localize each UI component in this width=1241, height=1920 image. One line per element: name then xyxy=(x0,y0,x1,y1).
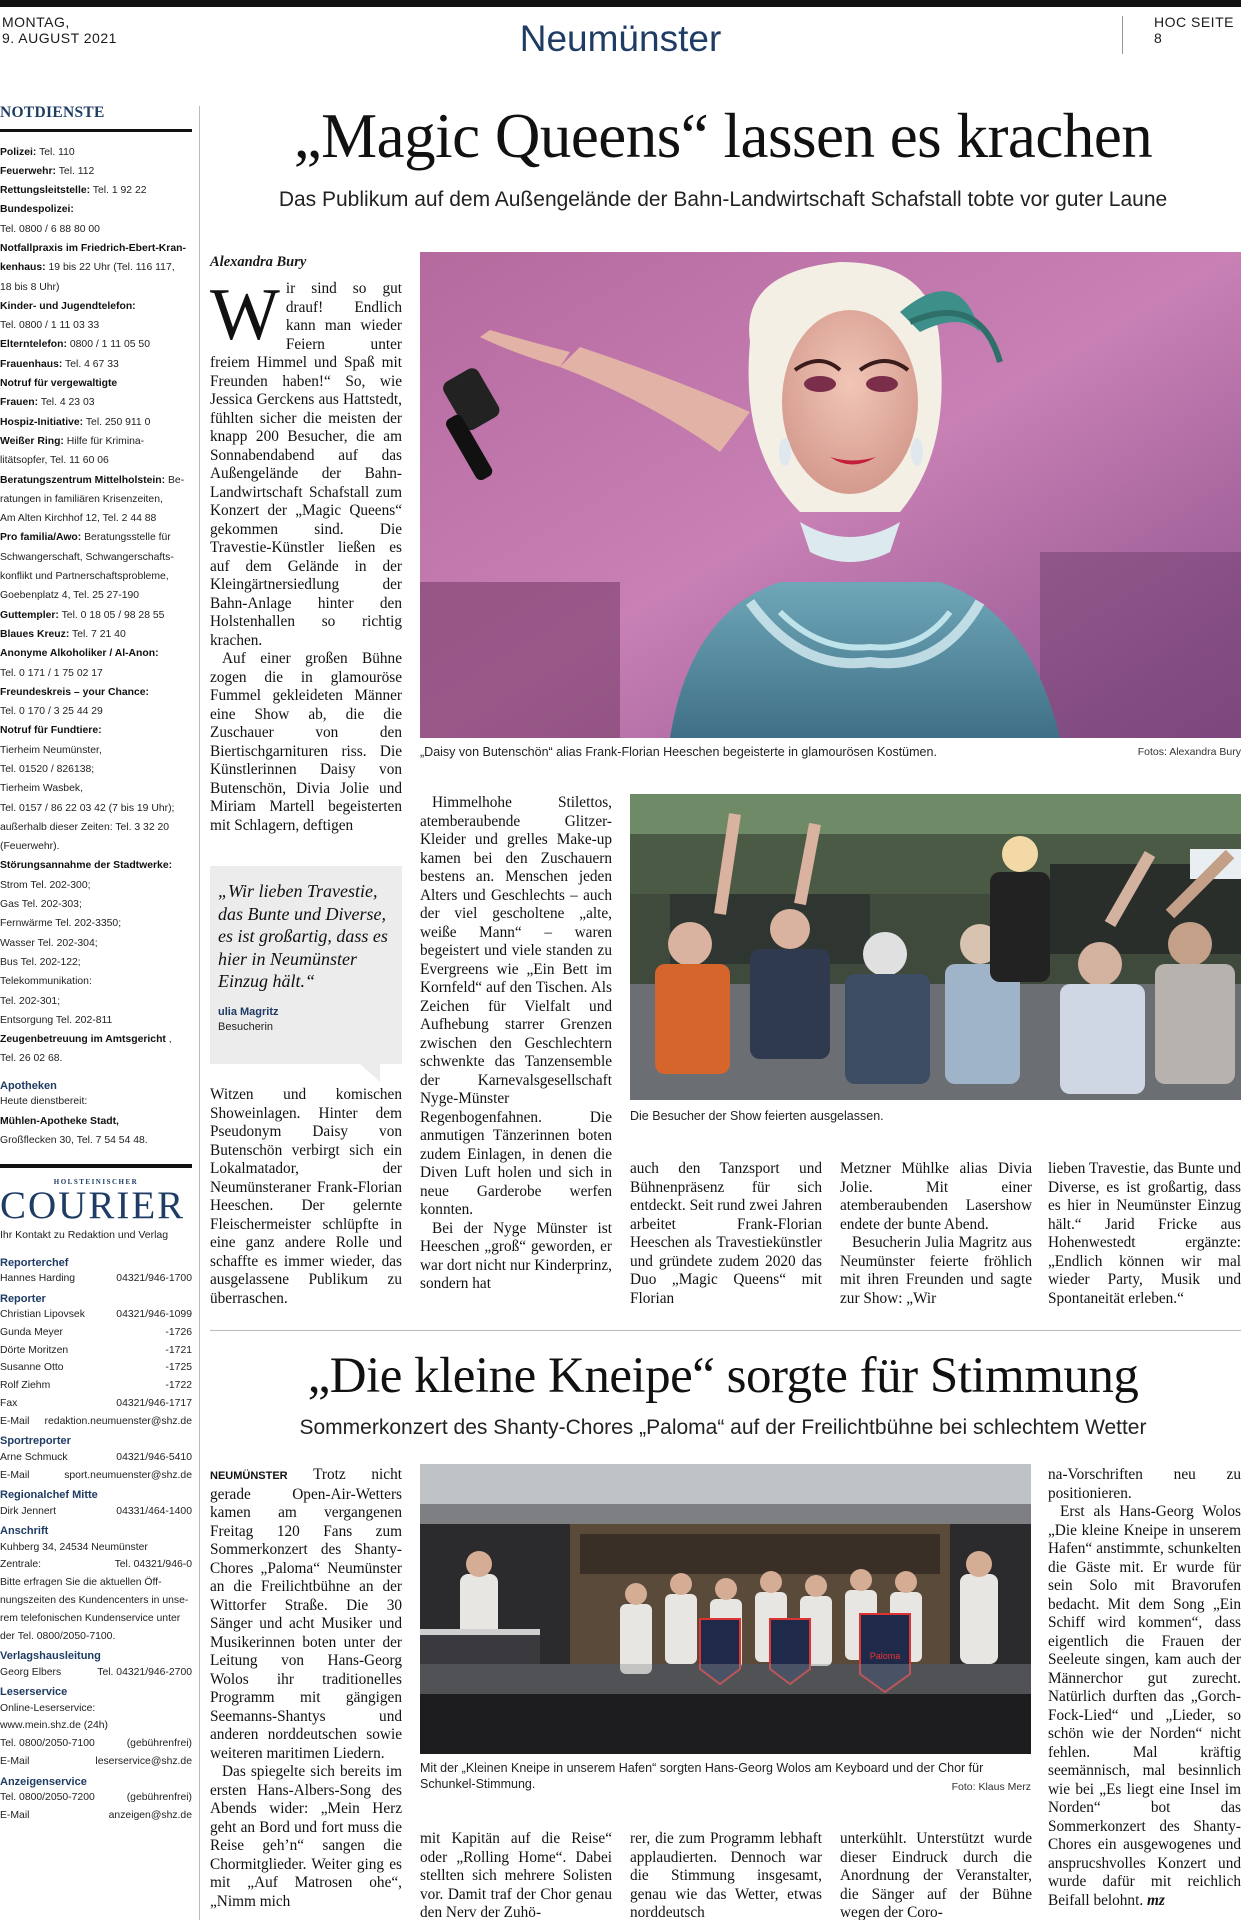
article2-col1 xyxy=(210,1466,402,1920)
contact-line: rem telefonischen Kundenservice unter xyxy=(0,1612,181,1624)
photo3-credit: Foto: Klaus Merz xyxy=(951,1781,1031,1793)
top-rule xyxy=(0,0,1241,7)
contact-value: -1722 xyxy=(165,1380,192,1392)
article2-col3-text: rer, die zum Programm lebhaft applaudierten. Dennoch war die Stimmung insgesamt, genau wie das Wetter, etwas norddeutsch xyxy=(630,1830,822,1920)
contact-section-title: Anschrift xyxy=(0,1525,49,1538)
sidebar-title: NOTDIENSTE xyxy=(0,106,192,132)
emergency-entry: Tel. 202-301; xyxy=(0,995,61,1007)
contact-label: Arne Schmuck xyxy=(0,1451,68,1463)
emergency-entry: Strom Tel. 202-300; xyxy=(0,879,91,891)
photo1-credit: Fotos: Alexandra Bury xyxy=(1137,746,1241,758)
emergency-entry: Gas Tel. 202-303; xyxy=(0,899,82,911)
emergency-entry: Tel. 0 170 / 3 25 44 29 xyxy=(0,706,103,718)
emergency-entry: Hospiz-Initiative: Tel. 250 911 0 xyxy=(0,416,151,428)
audience-photo-image xyxy=(630,794,1241,1100)
contact-label: E-Mail xyxy=(0,1756,30,1767)
contact-row xyxy=(0,1361,192,1375)
emergency-entry: Entsorgung Tel. 202-811 xyxy=(0,1014,113,1026)
date-weekday: MONTAG, xyxy=(2,14,70,30)
contact-line: Bitte erfragen Sie die aktuellen Öff- xyxy=(0,1577,162,1589)
article2-col5-p1: na-Vorschriften neu zu positionieren. xyxy=(1048,1466,1241,1502)
header-divider xyxy=(1122,16,1123,54)
article1-col3-text: auch den Tanzsport und Bühnenpräsenz für sich entdeckt. Seit rund zwei Jahren arbeitet Frank-Florian Heeschen als Travestiekünstler und gründete zudem 2020 das Duo „Magic Queens“ mit Florian xyxy=(630,1160,822,1306)
contact-section-title: Verlagshausleitung xyxy=(0,1650,101,1663)
emergency-entry: außerhalb dieser Zeiten: Tel. 3 32 20 xyxy=(0,821,170,833)
courier-kicker: HOLSTEINISCHER xyxy=(53,1177,139,1186)
contact-line: nungszeiten des Kundencenters in unse- xyxy=(0,1595,189,1607)
contact-row xyxy=(0,1415,192,1429)
emergency-entry: Guttempler: Tel. 0 18 05 / 98 28 55 xyxy=(0,609,165,621)
article1-col3 xyxy=(630,1160,822,1306)
contact-row xyxy=(0,1451,192,1465)
contact-row xyxy=(0,1344,192,1358)
contact-row xyxy=(0,1666,192,1680)
contact-label: Tel. 0800/2050-7200 xyxy=(0,1792,95,1803)
contact-label: Dörte Moritzen xyxy=(0,1344,69,1356)
emergency-entry: 18 bis 8 Uhr) xyxy=(0,281,60,293)
contact-value: 04331/464-1400 xyxy=(116,1505,192,1517)
emergency-entry: Tierheim Wasbek, xyxy=(0,783,83,795)
contact-line: Kuhberg 34, 24534 Neumünster xyxy=(0,1541,148,1553)
emergency-entry: Wasser Tel. 202-304; xyxy=(0,937,98,949)
contact-value: Tel. 04321/946-2700 xyxy=(97,1666,192,1678)
photo1-caption: „Daisy von Butenschön“ alias Frank-Florian Heeschen begeisterte in glamourösen Kostümen. xyxy=(420,745,937,759)
emergency-entry: Elterntelefon: 0800 / 1 11 05 50 xyxy=(0,339,150,351)
article1-col1-p1: ir sind so gut drauf! Endlich kann man wieder Feiern unter freiem Himmel und Spaß mit Freunden haben!“ So, wie Jessica Gerckens aus Hattstedt, fühlten sicher die meisten der knapp 200 Besucher, die am Sonnabendabend auf das Außengelände der Bahn-Landwirtschaft Schafstall zum Konzert der „Magic Queens“ gekommen sind. Die Travestie-Künstler ließen es auf dem Gelände in der Kleingärtnersiedlung der Bahn-Anlage hinter den Holstenhallen so richtig krachen. xyxy=(210,280,402,649)
contact-value: -1721 xyxy=(165,1344,192,1356)
emergency-entry: Frauen: Tel. 4 23 03 xyxy=(0,397,95,409)
contact-label: Georg Elbers xyxy=(0,1666,62,1678)
emergency-entry: Störungsannahme der Stadtwerke: xyxy=(0,860,173,872)
pull-quote-text: „Wir lieben Travestie, das Bunte und Diverse, es ist großartig, dass es hier in Neumünster Einzug hält.“ xyxy=(218,881,388,991)
article1-col5 xyxy=(1048,1160,1241,1306)
emergency-entry: Goebenplatz 4, Tel. 25 27-190 xyxy=(0,590,140,602)
contact-row xyxy=(0,1379,192,1393)
author-initials: mz xyxy=(1147,1891,1165,1909)
contact-row xyxy=(0,1558,192,1572)
courier-logo: COURIER xyxy=(0,1184,186,1228)
contact-label: Dirk Jennert xyxy=(0,1505,57,1517)
emergency-entry: litätsopfer, Tel. 11 60 06 xyxy=(0,455,109,467)
contact-label: Rolf Ziehm xyxy=(0,1380,51,1392)
emergency-entry: Tierheim Neumünster, xyxy=(0,744,102,756)
contact-value: 04321/946-5410 xyxy=(116,1451,192,1463)
emergency-entry: kenhaus: 19 bis 22 Uhr (Tel. 116 117, xyxy=(0,262,175,274)
performer-photo-image xyxy=(420,252,1241,738)
contact-line: Online-Leserservice: xyxy=(0,1702,96,1714)
article2-subhead: Sommerkonzert des Shanty-Chores „Paloma“ auf der Freilichtbühne bei schlechtem Wetter xyxy=(299,1416,1147,1439)
contact-row xyxy=(0,1791,192,1805)
emergency-entry: ratungen in familiären Krisenzeiten, xyxy=(0,493,163,505)
article-divider xyxy=(210,1330,1241,1331)
emergency-entry: konflikt und Partnerschaftsprobleme, xyxy=(0,571,169,583)
article2-col1-p2: Das spiegelte sich bereits im ersten Hans-Albers-Song des Abends wider: „Mein Herz geht an Bord und fort muss die Reise geh’n“ sangen die Chormitglieder. Weiter ging es mit „Auf Matrosen ohe“, „Nimm mich xyxy=(210,1763,402,1910)
page-number: HOC SEITE 8 xyxy=(1154,14,1234,46)
article1-headline: „Magic Queens“ lassen es krachen xyxy=(293,101,1153,171)
emergency-entry: Tel. 0 171 / 1 75 02 17 xyxy=(0,667,103,679)
emergency-entry: Tel. 01520 / 826138; xyxy=(0,764,95,775)
courier-box xyxy=(0,1164,192,1823)
contact-value: anzeigen@shz.de xyxy=(108,1809,192,1821)
emergency-entry: Notruf für Fundtiere: xyxy=(0,725,102,737)
photo2-caption: Die Besucher der Show feierten ausgelassen. xyxy=(630,1109,884,1123)
article1-col1-p2: Auf einer großen Bühne zogen die in glamouröse Fummel gekleideten Männer eine Show ab, die die Zuschauer von den Biertischgarnituren riss. Die Künstlerinnen Daisy von Butenschön, Divia Jolie und Miriam Martell begeisterten mit Schlagern, deftigen xyxy=(210,650,402,834)
article2-col1-p1: Trotz nicht gerade Open-Air-Wetters kamen am vergangenen Freitag 120 Fans zum Sommerkonzert des Shanty-Chores „Paloma“ Neumünster an die Freilichtbühne an der Wittorfer Straße. Die 30 Sänger und acht Musiker und Musikerinnen boten unter der Leitung von Hans-Georg Wolos ihr traditionelles Programm mit gängigen Seemanns-Shantys und anderen norddeutschen sowie weiteren maritimen Liedern. xyxy=(210,1466,402,1762)
emergency-entry: Tel. 26 02 68. xyxy=(0,1053,63,1065)
article1-subhead: Das Publikum auf dem Außengelände der Bahn-Landwirtschaft Schafstall tobte vor guter Laune xyxy=(278,188,1168,211)
emergency-entry: Feuerwehr: Tel. 112 xyxy=(0,165,95,177)
section-title: Neumünster xyxy=(519,18,722,59)
article1-col4 xyxy=(840,1160,1032,1306)
contact-label: E-Mail xyxy=(0,1469,30,1481)
contact-row xyxy=(0,1755,192,1769)
contact-value: 04321/946-1700 xyxy=(116,1273,192,1285)
contact-list xyxy=(0,1257,192,1823)
contact-section-title: Reporterchef xyxy=(0,1256,69,1269)
contact-section-title: Sportreporter xyxy=(0,1435,71,1448)
article2-col2 xyxy=(420,1830,612,1920)
article2-col4-text: unterkühlt. Unterstützt wurde dieser Eindruck durch die Anordnung der Veranstalter, die Sänger auf der Bühne wegen der Coro- xyxy=(840,1830,1032,1920)
article1-col2 xyxy=(420,794,612,1304)
contact-line: www.mein.shz.de (24h) xyxy=(0,1720,108,1732)
emergency-entry: Tel. 0800 / 6 88 80 00 xyxy=(0,223,100,235)
contact-row xyxy=(0,1505,192,1519)
emergency-entry: Tel. 0157 / 86 22 03 42 (7 bis 19 Uhr); xyxy=(0,802,175,814)
contact-value: -1725 xyxy=(165,1362,192,1374)
emergency-entry: Weißer Ring: Hilfe für Krimina- xyxy=(0,435,145,447)
contact-line: der Tel. 0800/2050-7100. xyxy=(0,1630,116,1642)
article1-col1-bottom-text: Witzen und komischen Showeinlagen. Hinter dem Pseudonym Daisy von Butenschön verbirgt sich ein Lokalmatador, der Neumünsteraner Frank-Florian Heeschen. Der gelernte Fleischermeister schlüpfte in eine ganz andere Rolle und schaffte es immer wieder, das ausgelassene Publikum zu überraschen. xyxy=(210,1086,402,1306)
contact-value: sport.neumuenster@shz.de xyxy=(64,1469,192,1481)
article1-col2-p1: Himmelhohe Stilettos, atemberaubende Glitzer-Kleider und grelles Make-up kamen bei den Zuschauern bestens an. Menschen jeden Alters und Geschlechts – auch der viel gescholtene „alte, weiße Mann“ – waren begeistert und viele standen zu Evergreens wie „Ein Bett im Kornfeld“ auf den Tischen. Als Zeichen für Vielfalt und Aufhebung starrer Grenzen zwischen den Geschlechtern schwenkte das Tanzensemble der Karnevalsgesellschaft Nyge-Münster Regenbogenfahnen. Die anmutigen Tänzerinnen boten zudem Einlagen, in denen die Diven Luft holen und sich in neue Garderobe werfen konnten. xyxy=(420,794,612,1218)
contact-section-title: Reporter xyxy=(0,1292,46,1305)
emergency-entry: Schwangerschaft, Schwangerschafts- xyxy=(0,551,174,563)
article2-col3 xyxy=(630,1830,822,1920)
article2-col2-text: mit Kapitän auf die Reise“ oder „Rolling Home“. Dabei stellten sich mehrere Solisten vor. Damit traf der Chor genau den Nerv der Zuhö- xyxy=(420,1830,612,1920)
contact-value: 04321/946-1099 xyxy=(116,1309,192,1321)
contact-label: E-Mail xyxy=(0,1809,30,1821)
article1-byline: Alexandra Bury xyxy=(210,254,307,270)
emergency-list xyxy=(0,146,192,1066)
flag-label: Paloma xyxy=(869,1651,901,1661)
contact-value: leserservice@shz.de xyxy=(95,1756,192,1767)
contact-section-title: Leserservice xyxy=(0,1686,68,1699)
drop-cap: W xyxy=(210,280,280,356)
contact-value: 04321/946-1717 xyxy=(116,1398,192,1410)
contact-label: Zentrale: xyxy=(0,1559,42,1571)
emergency-entry: Notruf für vergewaltigte xyxy=(0,378,118,390)
emergency-entry: Telekommunikation: xyxy=(0,976,92,988)
emergency-entry: Frauenhaus: Tel. 4 67 33 xyxy=(0,358,119,370)
emergency-entry: Bundespolizei: xyxy=(0,204,74,216)
sidebar-divider xyxy=(199,106,200,1920)
article2-headline: „Die kleine Kneipe“ sorgte für Stimmung xyxy=(307,1348,1139,1404)
article1-col4-p1: Metzner Mühlke alias Divia Jolie. Mit einer atemberaubenden Lasershow endete der bunte Abend. xyxy=(840,1160,1032,1233)
pharmacy-entry: Mühlen-Apotheke Stadt, xyxy=(0,1115,119,1127)
article1-col1 xyxy=(210,280,402,852)
pull-quote-tail xyxy=(360,1064,380,1082)
contact-value: -1726 xyxy=(165,1326,192,1338)
contact-section-title: Anzeigenservice xyxy=(0,1775,87,1788)
pharmacy-list xyxy=(0,1095,192,1147)
contact-label: Hannes Harding xyxy=(0,1273,76,1285)
contact-value: redaktion.neumuenster@shz.de xyxy=(44,1415,192,1427)
pull-quote-role: Besucherin xyxy=(218,1021,274,1033)
contact-row xyxy=(0,1326,192,1340)
contact-row xyxy=(0,1809,192,1823)
pharmacy-entry: Heute dienstbereit: xyxy=(0,1096,88,1108)
emergency-entry: Rettungsleitstelle: Tel. 1 92 22 xyxy=(0,185,147,197)
sidebar xyxy=(0,106,192,1827)
emergency-entry: (Feuerwehr). xyxy=(0,841,60,853)
article2-col5-p2: Erst als Hans-Georg Wolos „Die kleine Kneipe in unserem Hafen“ anstimmte, schunkelten die Gäste mit. Er wurde für sein Solo mit Bravorufen bedacht. Mit dem Song „Ein Schiff wird kommen“, dass eigentlich die Frauen der Seeleute singen, kam auch der Männerchor gut zurecht. Natürlich durften das „Gorch-Fock-Lied“ und „Lieder, so schön wie der Norden“ nicht fehlen. Mal kräftig seemännisch, mal besinnlich wie bei „Es liegt eine Insel im Norden“ bot das Sommerkonzert des Shanty-Chores ein ausgewogenes und ansprucshvolles Konzert und wurde dafür mit reichlich Beifall belohnt. xyxy=(1048,1503,1241,1909)
contact-label: Susanne Otto xyxy=(0,1362,64,1374)
emergency-entry: Tel. 0800 / 1 11 03 33 xyxy=(0,320,100,332)
emergency-entry: Notfallpraxis im Friedrich-Ebert-Kran- xyxy=(0,242,186,254)
emergency-entry: Polizei: Tel. 110 xyxy=(0,146,75,158)
emergency-entry: Pro familia/Awo: Beratungsstelle für xyxy=(0,532,171,544)
emergency-entry: Freundeskreis – your Chance: xyxy=(0,686,149,698)
photo3-caption: Mit der „Kleinen Kneipe in unserem Hafen“ sorgten Hans-Georg Wolos am Keyboard und der Chor für Schunkel-Stimmung. xyxy=(420,1761,984,1791)
article2-col5 xyxy=(1048,1466,1241,1920)
contact-label: Fax xyxy=(0,1398,18,1410)
contact-label: Tel. 0800/2050-7100 xyxy=(0,1738,95,1750)
contact-label: Gunda Meyer xyxy=(0,1326,63,1338)
choir-photo xyxy=(420,1464,1031,1754)
contact-row xyxy=(0,1308,192,1322)
article2-dateline: NEUMÜNSTER xyxy=(210,1470,288,1482)
audience-photo xyxy=(630,794,1241,1100)
emergency-entry: Zeugenbetreuung im Amtsgericht , xyxy=(0,1034,172,1046)
emergency-entry: Am Alten Kirchhof 12, Tel. 2 44 88 xyxy=(0,513,157,525)
contact-row xyxy=(0,1397,192,1411)
article2-col4 xyxy=(840,1830,1032,1920)
contact-value: (gebührenfrei) xyxy=(126,1792,192,1803)
pull-quote-author: ulia Magritz xyxy=(218,1006,279,1018)
pharmacy-title: Apotheken xyxy=(0,1079,57,1092)
contact-row xyxy=(0,1469,192,1483)
choir-photo-image xyxy=(420,1464,1031,1754)
contact-label: Christian Lipovsek xyxy=(0,1309,85,1321)
article1-col1-bottom xyxy=(210,1086,402,1306)
article1-col5-text: lieben Travestie, das Bunte und Diverse, es ist großartig, dass es hier in Neumünster Einzug hält.“ Jarid Fricke aus Hohenwestedt ergänzte: „Endlich können wir mal wieder Party, Musik und Spontaneität erleben.“ xyxy=(1048,1160,1241,1306)
date-day: 9. AUGUST 2021 xyxy=(2,30,117,46)
emergency-entry: Anonyme Alkoholiker / Al-Anon: xyxy=(0,648,159,660)
contact-label: E-Mail xyxy=(0,1415,30,1427)
article1-col4-p2: Besucherin Julia Magritz aus Neumünster feierte fröhlich mit ihren Freunden und sagte zur Show: „Wir xyxy=(840,1234,1032,1306)
contact-value: Tel. 04321/946-0 xyxy=(114,1559,192,1571)
emergency-entry: Beratungszentrum Mittelholstein: Be- xyxy=(0,474,185,486)
article1-col2-p2: Bei der Nyge Münster ist Heeschen „groß“ geworden, er war dort nicht nur Kinderprinz, sondern hat xyxy=(420,1219,612,1292)
emergency-entry: Kinder- und Jugendtelefon: xyxy=(0,300,136,312)
contact-section-title: Regionalchef Mitte xyxy=(0,1489,98,1502)
contact-row xyxy=(0,1272,192,1286)
contact-row xyxy=(0,1737,192,1751)
pharmacy-entry: Großflecken 30, Tel. 7 54 54 48. xyxy=(0,1135,148,1147)
contact-value: (gebührenfrei) xyxy=(126,1738,192,1750)
emergency-entry: Fernwärme Tel. 202-3350; xyxy=(0,918,122,930)
emergency-entry: Bus Tel. 202-122; xyxy=(0,956,81,968)
performer-photo xyxy=(420,252,1241,738)
courier-tagline: Ihr Kontakt zu Redaktion und Verlag xyxy=(0,1229,169,1242)
emergency-entry: Blaues Kreuz: Tel. 7 21 40 xyxy=(0,628,126,640)
